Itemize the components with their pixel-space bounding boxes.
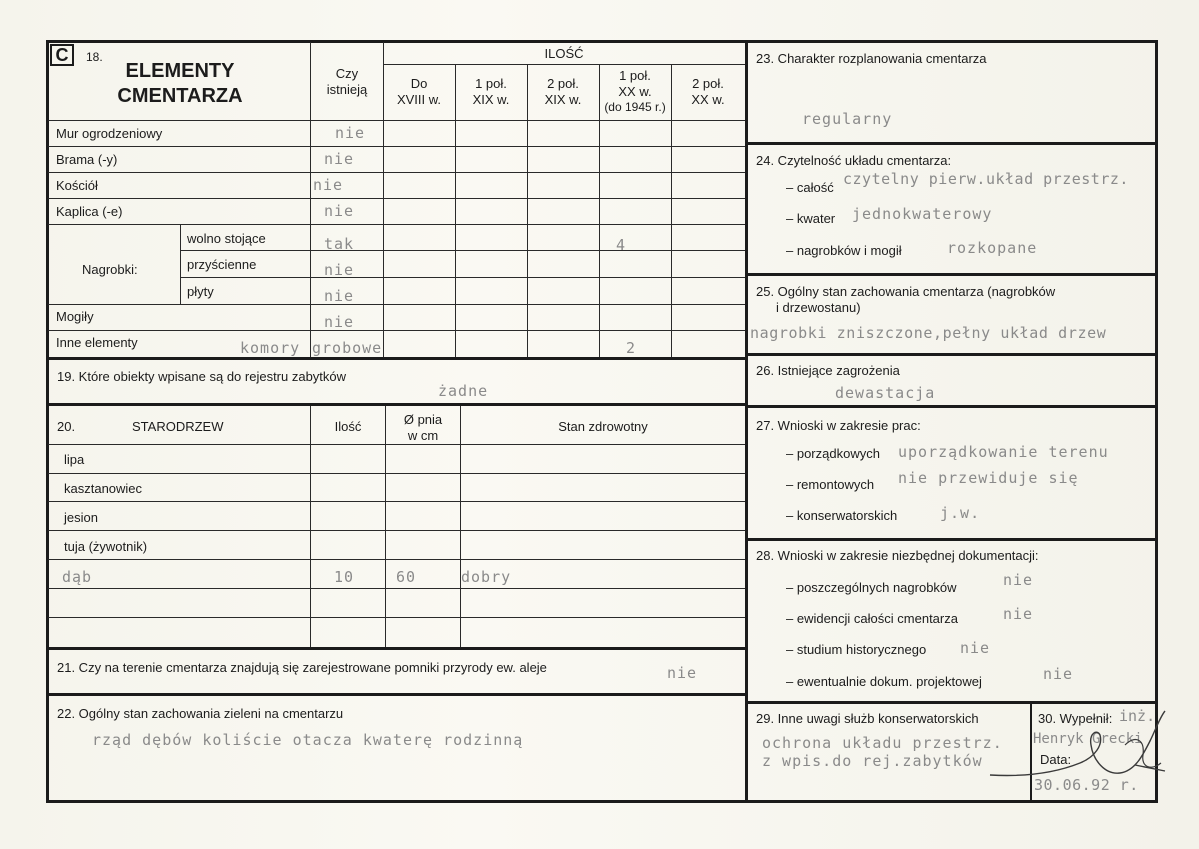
row-kosciol-value: nie [313,176,344,194]
s28-item-2-label: – ewidencji całości cmentarza [786,611,958,626]
period-4-l3: (do 1945 r.) [604,100,666,114]
tree-tuja: tuja (żywotnik) [64,539,148,554]
s30-author-1: inż. [1119,707,1156,725]
s29-value-2: z wpis.do rej.zabytków [762,752,983,770]
section-title-line2: CMENTARZA [117,85,243,107]
period-2-l2: XIX w. [472,92,510,107]
period-2-l1: 1 poł. [475,76,507,91]
row-inne-label: Inne elementy [56,335,138,350]
period-3-l2: XIX w. [544,92,582,107]
s27-rem-value: nie przewiduje się [898,469,1079,487]
s27-porz-label: – porządkowych [786,446,880,461]
s28-item-2-value: nie [1003,605,1034,623]
tree-lipa: lipa [64,452,85,467]
s20-col-diam-2: w cm [407,428,439,443]
s25-value: nagrobki zniszczone,pełny układ drzew [750,324,1107,342]
s26-value: dewastacja [835,384,936,402]
tree-jesion: jesion [64,510,98,525]
s28-item-3-value: nie [960,639,991,657]
row-nagrobki-label: Nagrobki: [82,262,138,277]
s27-kons-label: – konserwatorskich [786,508,898,523]
tree-extra-name: dąb [62,568,93,586]
col-exists-2: istnieją [326,82,368,97]
period-4-l2: XX w. [618,84,652,99]
col-exists-1: Czy [335,66,359,81]
s28-label: 28. Wnioski w zakresie niezbędnej dokumentacji: [756,548,1039,563]
s28-item-4-label: – ewentualnie dokum. projektowej [786,674,982,689]
s24-nagrobkow-value: rozkopane [947,239,1038,257]
row-mogily-label: Mogiły [56,309,94,324]
s24-nagrobkow-label: – nagrobków i mogił [786,243,902,258]
section-letter-box: C [50,44,74,66]
s20-col-health: Stan zdrowotny [558,419,648,434]
row-brama-label: Brama (-y) [56,152,118,167]
row-wolno-value: tak [324,235,355,253]
row-mur-value: nie [335,124,366,142]
s21-value: nie [667,664,698,682]
s30-date-value: 30.06.92 r. [1034,776,1139,794]
s27-rem-label: – remontowych [786,477,875,492]
signature [985,705,1185,790]
s30-date-label: Data: [1040,752,1072,767]
s24-kwater-label: – kwater [786,211,836,226]
section-number: 18. [86,50,103,64]
s29-value-1: ochrona układu przestrz. [762,734,1003,752]
row-mogily-value: nie [324,313,355,331]
s20-col-qty: Ilość [334,419,362,434]
row-plyty-label: płyty [187,284,214,299]
period-1-l2: XVIII w. [396,92,442,107]
s30-author-2: Henryk Grecki [1033,731,1143,747]
s28-item-3-label: – studium historycznego [786,642,927,657]
s20-title: STARODRZEW [132,419,224,434]
s25-label-1: 25. Ogólny stan zachowania cmentarza (nagrobków [756,284,1056,299]
tree-kasztanowiec: kasztanowiec [64,481,143,496]
row-kaplica-label: Kaplica (-e) [56,204,123,219]
period-5-l2: XX w. [691,92,725,107]
row-wolno-label: wolno stojące [187,231,266,246]
s23-label: 23. Charakter rozplanowania cmentarza [756,51,987,66]
row-przyscienne-value: nie [324,261,355,279]
s30-label: 30. Wypełnił: [1038,711,1113,726]
s19-value: żadne [438,382,489,400]
tree-extra-qty: 10 [334,568,355,586]
s27-label: 27. Wnioski w zakresie prac: [756,418,921,433]
row-brama-value: nie [324,150,355,168]
period-5-l1: 2 poł. [692,76,724,91]
row-inne-value-b: grobowe [312,339,383,357]
tree-extra-health: dobry [461,568,512,586]
s22-label: 22. Ogólny stan zachowania zieleni na cmentarzu [57,706,344,721]
s27-kons-value: j.w. [940,504,981,522]
s26-label: 26. Istniejące zagrożenia [756,363,900,378]
s24-calosc-label: – całość [786,180,834,195]
tree-extra-diam: 60 [396,568,417,586]
row-kosciol-label: Kościół [56,178,98,193]
row-inne-qty: 2 [626,339,637,357]
s24-label: 24. Czytelność układu cmentarza: [756,153,952,168]
section-title-line1: ELEMENTY [125,60,235,82]
s24-kwater-value: jednokwaterowy [852,205,993,223]
period-1-l1: Do [410,76,428,91]
s27-porz-value: uporządkowanie terenu [898,443,1109,461]
s29-label: 29. Inne uwagi służb konserwatorskich [756,711,979,726]
s25-label-2: i drzewostanu) [776,300,861,315]
row-plyty-value: nie [324,287,355,305]
s22-value: rząd dębów koliście otacza kwaterę rodzinną [92,731,524,749]
s20-number: 20. [57,419,76,434]
s28-item-1-label: – poszczególnych nagrobków [786,580,957,595]
s23-value: regularny [802,110,893,128]
row-wolno-qty: 4 [616,236,627,254]
s28-item-1-value: nie [1003,571,1034,589]
s21-label: 21. Czy na terenie cmentarza znajdują się zarejestrowane pomniki przyrody ew. aleje [57,660,547,675]
s19-label: 19. Które obiekty wpisane są do rejestru zabytków [57,369,347,384]
col-quantity: ILOŚĆ [544,46,584,61]
s28-item-4-value: nie [1043,665,1074,683]
row-inne-value-a: komory [240,339,301,357]
period-3-l1: 2 poł. [547,76,579,91]
period-4-l1: 1 poł. [619,68,651,83]
row-mur-label: Mur ogrodzeniowy [56,126,163,141]
row-kaplica-value: nie [324,202,355,220]
row-przyscienne-label: przyścienne [187,257,257,272]
s20-col-diam-1: Ø pnia [403,412,443,427]
s24-calosc-value: czytelny pierw.układ przestrz. [843,170,1129,188]
